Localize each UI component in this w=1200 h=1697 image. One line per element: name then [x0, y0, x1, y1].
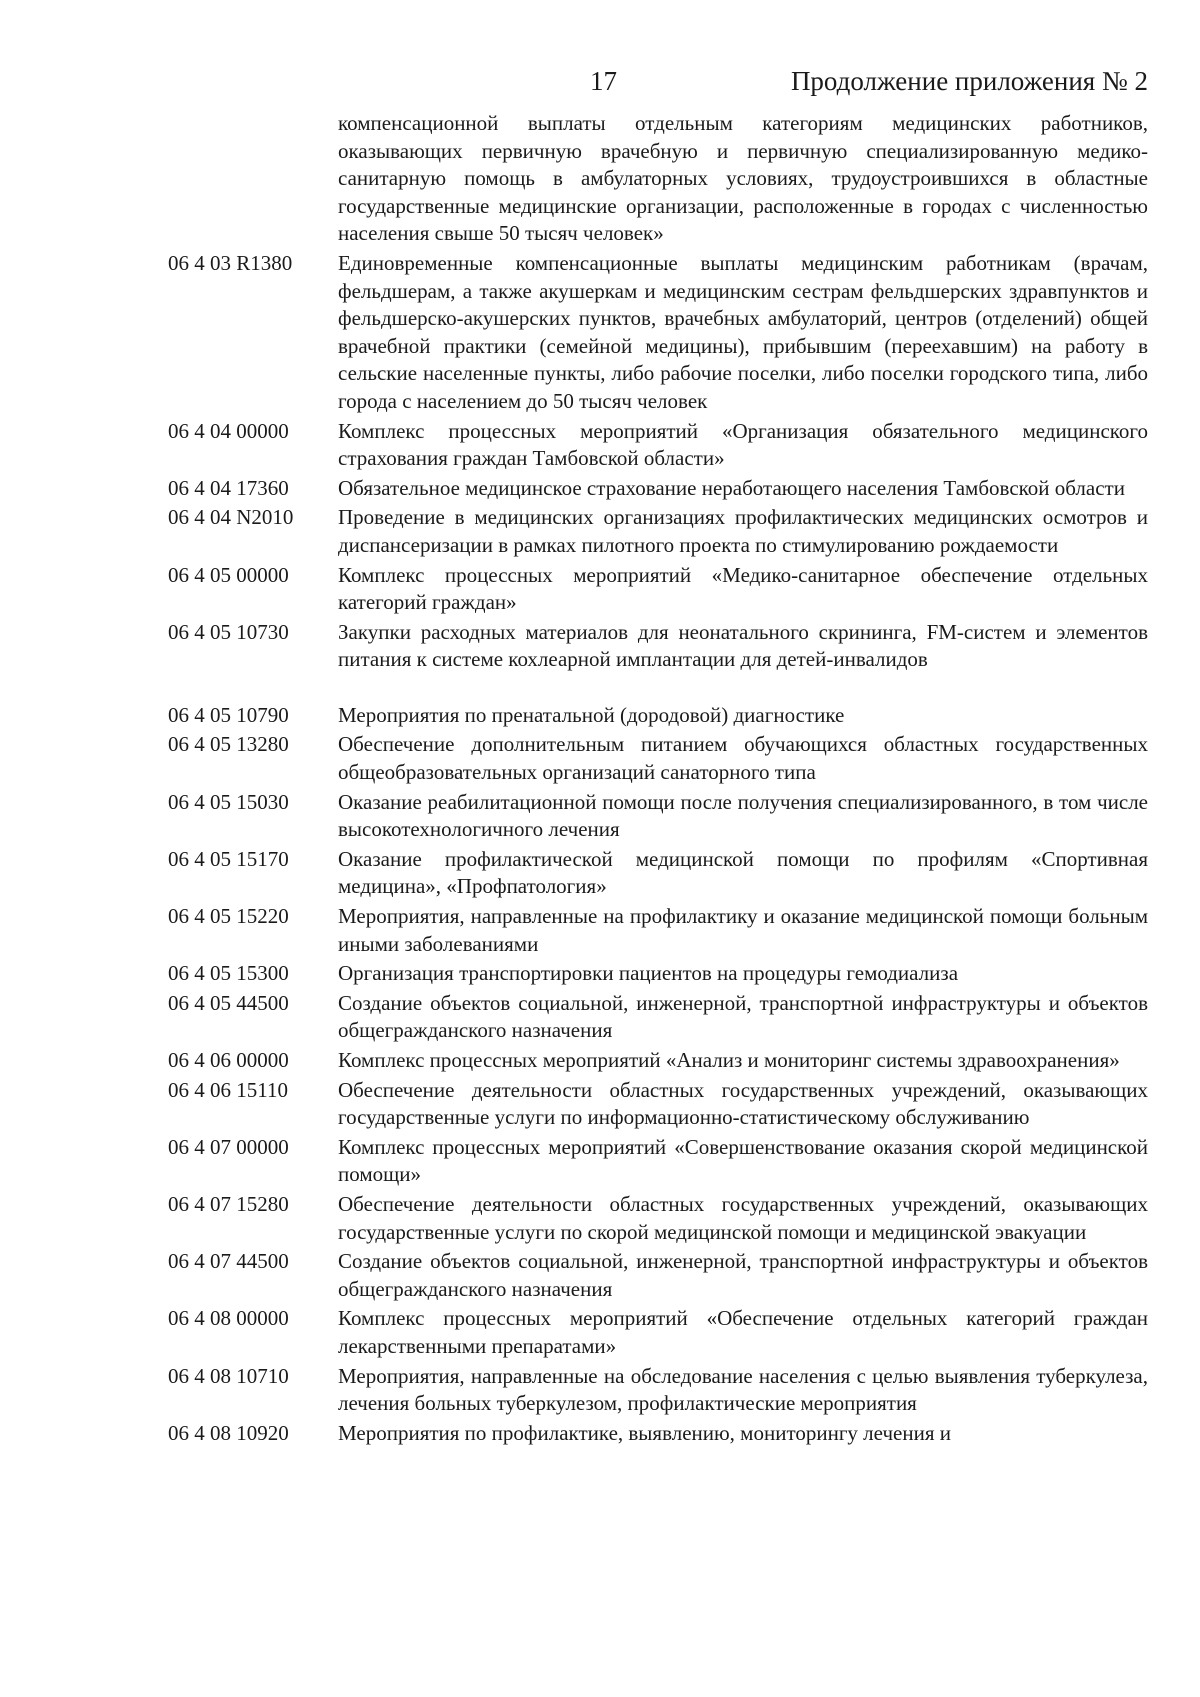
budget-code: 06 4 04 00000 [168, 418, 289, 443]
budget-code: 06 4 08 10920 [168, 1420, 289, 1445]
code-description: Обеспечение деятельности областных государственных учреждений, оказывающих государственные услуги по скорой медицинской помощи и медицинской эвакуации [338, 1191, 1148, 1244]
budget-code: 06 4 05 15300 [168, 961, 289, 986]
budget-code: 06 4 08 00000 [168, 1306, 289, 1331]
budget-code: 06 4 05 15170 [168, 846, 289, 871]
list-item [168, 418, 1148, 473]
budget-code: 06 4 05 15030 [168, 789, 289, 814]
list-item [168, 504, 1148, 559]
list-item [168, 1248, 1148, 1303]
budget-code: 06 4 05 44500 [168, 990, 289, 1015]
list-item [168, 475, 1148, 503]
list-item [168, 960, 1148, 988]
code-description: Мероприятия по профилактике, выявлению, мониторингу лечения и [338, 1420, 951, 1445]
list-item [168, 1134, 1148, 1189]
list-item [168, 110, 1148, 248]
appendix-title: Продолжение приложения № 2 [790, 66, 1148, 96]
list-item [168, 1047, 1148, 1075]
list-item [168, 789, 1148, 844]
code-description: Комплекс процессных мероприятий «Анализ и мониторинг системы здравоохранения» [338, 1048, 1120, 1072]
code-description: Мероприятия, направленные на профилактику и оказание медицинской помощи больным иными заболеваниями [338, 904, 1148, 956]
budget-code: 06 4 04 N2010 [168, 505, 294, 530]
budget-code-list [168, 110, 1148, 1449]
code-description: Единовременные компенсационные выплаты медицинским работникам (врачам, фельдшерам, а также акушеркам и медицинским сестрам фельдшерских здравпунктов и фельдшерско-акушерских пунктов, врачебных амбулаторий, центров (отделений) общей врачебной практики (семейной медицины), прибывшим (переехавшим) на работу в сельские населенные пункты, либо рабочие поселки, либо поселки городского типа, либо города с населением до 50 тысяч человек [338, 250, 1148, 413]
budget-code: 06 4 03 R1380 [168, 250, 293, 275]
list-item [168, 903, 1148, 958]
budget-code: 06 4 05 13280 [168, 732, 289, 757]
budget-code: 06 4 06 15110 [168, 1077, 288, 1102]
code-description: Мероприятия по пренатальной (дородовой) диагностике [338, 702, 845, 727]
code-description: Комплекс процессных мероприятий «Организация обязательного медицинского страхования граждан Тамбовской области» [338, 418, 1148, 471]
code-description: Организация транспортировки пациентов на процедуры гемодиализа [338, 961, 959, 986]
budget-code: 06 4 05 10790 [168, 702, 289, 727]
budget-code: 06 4 04 17360 [168, 475, 289, 500]
code-description: Закупки расходных материалов для неонатального скрининга, FM-систем и элементов питания к системе кохлеарной имплантации для детей-инвалидов [338, 619, 1148, 672]
code-description: Создание объектов социальной, инженерной, транспортной инфраструктуры и объектов общегражданского назначения [338, 1249, 1148, 1301]
code-description: Создание объектов социальной, инженерной, транспортной инфраструктуры и объектов общегражданского назначения [338, 990, 1148, 1043]
budget-code: 06 4 05 15220 [168, 904, 289, 929]
code-description: Комплекс процессных мероприятий «Совершенствование оказания скорой медицинской помощи» [338, 1134, 1148, 1187]
code-description: Обязательное медицинское страхование неработающего населения Тамбовской области [338, 475, 1125, 500]
code-description: Комплекс процессных мероприятий «Обеспечение отдельных категорий граждан лекарственными препаратами» [338, 1306, 1148, 1358]
code-description: Обеспечение деятельности областных государственных учреждений, оказывающих государственные услуги по информационно-статистическому обслуживанию [338, 1077, 1148, 1130]
list-item [168, 1420, 1148, 1448]
list-item [168, 702, 1148, 730]
budget-code: 06 4 07 00000 [168, 1134, 289, 1159]
list-item [168, 1363, 1148, 1418]
list-item [168, 250, 1148, 416]
code-description: Комплекс процессных мероприятий «Медико-санитарное обеспечение отдельных категорий граждан» [338, 562, 1148, 615]
code-description: компенсационной выплаты отдельным категориям медицинских работников, оказывающих первичную врачебную и первичную специализированную медико-санитарную помощь в амбулаторных условиях, трудоустроившихся в областные государственные медицинские организации, расположенные в городах с численностью населения свыше 50 тысяч человек» [338, 111, 1148, 246]
list-item [168, 1191, 1148, 1246]
budget-code: 06 4 07 15280 [168, 1191, 289, 1216]
code-description: Проведение в медицинских организациях профилактических медицинских осмотров и диспансеризации в рамках пилотного проекта по стимулированию рождаемости [338, 505, 1148, 557]
list-item [168, 562, 1148, 617]
code-description: Мероприятия, направленные на обследование населения с целью выявления туберкулеза, лечения больных туберкулезом, профилактические мероприятия [338, 1363, 1148, 1416]
list-item [168, 990, 1148, 1045]
list-item [168, 846, 1148, 901]
list-item [168, 1305, 1148, 1360]
budget-code: 06 4 08 10710 [168, 1363, 289, 1388]
list-item [168, 1077, 1148, 1132]
list-item [168, 731, 1148, 786]
budget-code: 06 4 05 10730 [168, 619, 289, 644]
code-description: Оказание реабилитационной помощи после получения специализированного, в том числе высокотехнологичного лечения [338, 789, 1148, 842]
list-item [168, 619, 1148, 674]
code-description: Оказание профилактической медицинской помощи по профилям «Спортивная медицина», «Профпатология» [338, 846, 1148, 899]
budget-code: 06 4 06 00000 [168, 1048, 289, 1072]
page-number: 17 [590, 66, 617, 96]
budget-code: 06 4 05 00000 [168, 562, 289, 587]
budget-code: 06 4 07 44500 [168, 1249, 289, 1274]
code-description: Обеспечение дополнительным питанием обучающихся областных государственных общеобразовательных организаций санаторного типа [338, 732, 1148, 785]
